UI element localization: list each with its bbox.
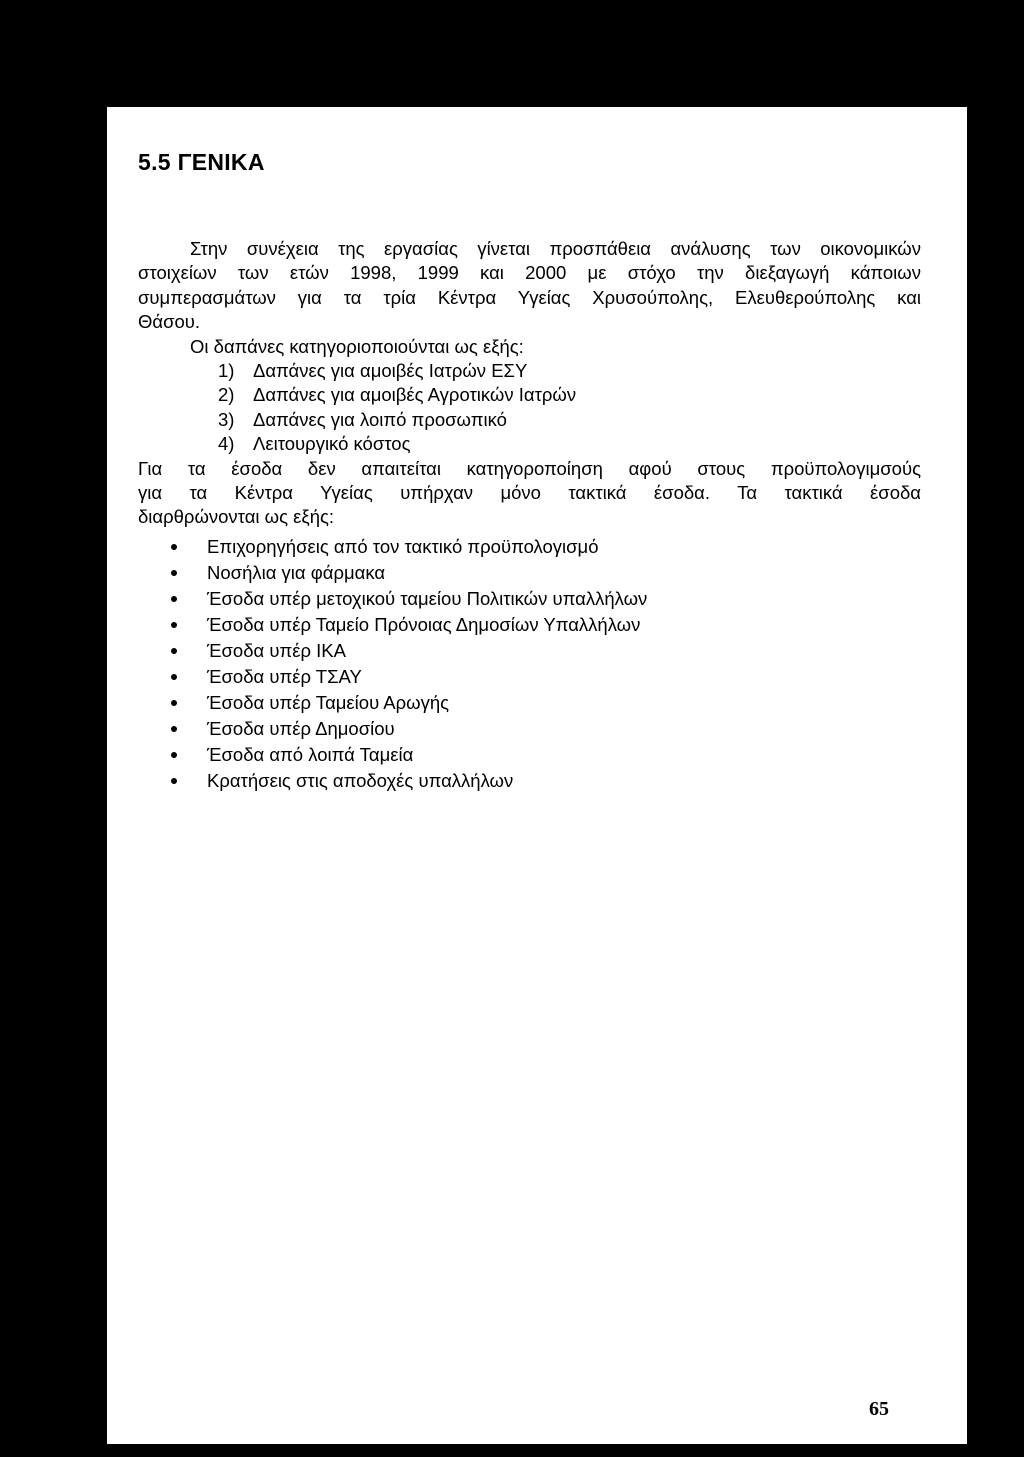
document-page [107, 107, 967, 1444]
revenue-item [165, 638, 921, 664]
revenues-line: για τα Κέντρα Υγείας υπήρχαν μόνο τακτικά έσοδα. Τα τακτικά έσοδα [138, 482, 921, 504]
revenue-label: Έσοδα υπέρ ΤΣΑΥ [207, 665, 362, 687]
bullet-icon [165, 560, 207, 586]
revenue-label: Έσοδα υπέρ ΙΚΑ [207, 639, 346, 661]
revenue-item [165, 664, 921, 690]
revenue-label: Επιχορηγήσεις από τον τακτικό προϋπολογισμό [207, 535, 599, 557]
bullet-icon [165, 534, 207, 560]
costs-intro: Οι δαπάνες κατηγοριοποιούνται ως εξής: [190, 335, 524, 357]
intro-line: Στην συνέχεια της εργασίας γίνεται προσπάθεια ανάλυσης των οικονομικών [190, 238, 921, 259]
cost-number: 1) [218, 360, 235, 382]
intro-line: στοιχείων των ετών 1998, 1999 και 2000 με στόχο την διεξαγωγή κάποιων [138, 262, 921, 284]
bullet-icon [165, 612, 207, 638]
revenue-item [165, 612, 921, 638]
cost-item [218, 359, 921, 383]
bullet-icon [165, 586, 207, 612]
cost-number: 4) [218, 433, 235, 455]
revenue-label: Έσοδα υπέρ Ταμείο Πρόνοιας Δημοσίων Υπαλλήλων [207, 613, 641, 635]
cost-item [218, 432, 921, 456]
revenue-label: Έσοδα υπέρ μετοχικού ταμείου Πολιτικών υπαλλήλων [207, 587, 648, 609]
intro-line: Θάσου. [138, 311, 201, 333]
cost-label: Λειτουργικό κόστος [253, 433, 411, 455]
cost-number: 3) [218, 408, 235, 430]
cost-label: Δαπάνες για αμοιβές Αγροτικών Ιατρών [253, 384, 577, 406]
revenue-label: Έσοδα υπέρ Δημοσίου [207, 717, 395, 739]
bullet-icon [165, 716, 207, 742]
revenue-label: Έσοδα υπέρ Ταμείου Αρωγής [207, 691, 450, 713]
cost-label: Δαπάνες για αμοιβές Ιατρών ΕΣΥ [253, 360, 528, 382]
revenue-item [165, 716, 921, 742]
cost-label: Δαπάνες για λοιπό προσωπικό [253, 408, 507, 430]
revenue-item [165, 768, 921, 794]
bullet-icon [165, 638, 207, 664]
bullet-icon [165, 768, 207, 794]
revenues-paragraph [138, 457, 921, 530]
revenue-item [165, 742, 921, 768]
intro-paragraph [138, 237, 921, 335]
revenue-label: Νοσήλια για φάρμακα [207, 561, 386, 583]
section-heading: 5.5 ΓΕΝΙΚΑ [138, 149, 265, 175]
revenues-line: διαρθρώνονται ως εξής: [138, 506, 335, 528]
cost-number: 2) [218, 384, 235, 406]
revenue-item [165, 586, 921, 612]
revenue-item [165, 690, 921, 716]
revenue-label: Έσοδα από λοιπά Ταμεία [207, 743, 414, 765]
cost-item [218, 408, 921, 432]
revenue-label: Κρατήσεις στις αποδοχές υπαλλήλων [207, 769, 514, 791]
bullet-icon [165, 690, 207, 716]
bullet-icon [165, 664, 207, 690]
revenue-item [165, 534, 921, 560]
body-text [138, 237, 921, 794]
revenue-item [165, 560, 921, 586]
revenues-list [138, 534, 921, 794]
cost-item [218, 383, 921, 407]
bullet-icon [165, 742, 207, 768]
page-number: 65 [869, 1398, 889, 1420]
intro-line: συμπερασμάτων για τα τρία Κέντρα Υγείας Χρυσούπολης, Ελευθερούπολης και [138, 286, 921, 308]
revenues-line: Για τα έσοδα δεν απαιτείται κατηγοροποίηση αφού στους προϋπολογιμσούς [138, 457, 921, 479]
costs-list [138, 359, 921, 457]
